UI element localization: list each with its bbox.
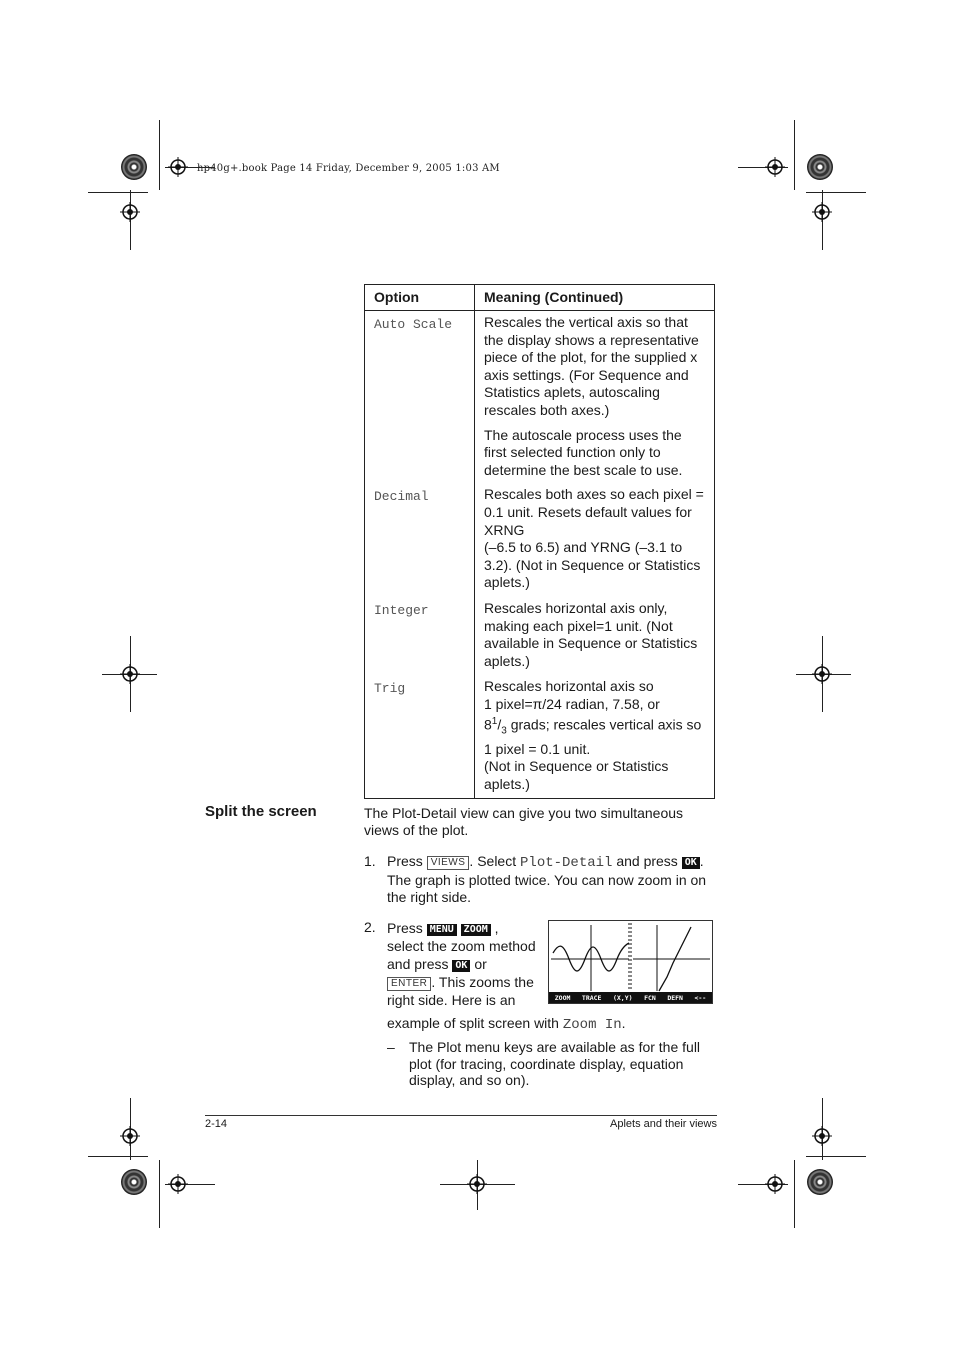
table-header-row	[365, 285, 715, 311]
calc-softkey: TRACE	[581, 993, 602, 1002]
registration-target-icon	[765, 157, 785, 177]
calc-softkey: DEFN	[667, 993, 683, 1002]
registration-target-icon	[168, 157, 188, 177]
split-screen-plot	[549, 921, 712, 1003]
calc-softkey: ZOOM	[554, 993, 571, 1002]
registration-target-icon	[467, 1174, 487, 1194]
section-heading: Split the screen	[205, 803, 317, 820]
column-header-meaning: Meaning (Continued)	[475, 285, 715, 311]
calc-softkey: FCN	[644, 993, 656, 1002]
ok-softkey: OK	[452, 960, 470, 972]
file-info-slug: hp40g+.book Page 14 Friday, December 9, 2005 1:03 AM	[197, 163, 500, 174]
table-row	[365, 311, 715, 480]
plot-detail-label: Plot-Detail	[520, 855, 613, 871]
dash-bullet: –	[387, 1039, 395, 1055]
table-row	[365, 592, 715, 670]
chapter-title: Aplets and their views	[610, 1118, 717, 1130]
zoom-softkey: ZOOM	[461, 924, 491, 936]
footer-rule	[205, 1115, 717, 1116]
registration-target-icon	[812, 664, 832, 684]
registration-disc-icon	[807, 1169, 833, 1195]
option-meaning: $8^1/_3$ grads; rescales vertical axis so	[484, 716, 702, 737]
calc-softkey: <--	[694, 993, 707, 1002]
option-meaning: (–6.5 to 6.5) and YRNG (–3.1 to 3.2). (Not in Sequence or Statistics aplets.)	[484, 539, 701, 591]
enter-key: ENTER	[387, 977, 431, 991]
ok-softkey: OK	[682, 857, 700, 869]
option-name: Auto Scale	[374, 317, 453, 332]
option-meaning: 1 pixel = 0.1 unit.	[484, 740, 591, 757]
step-number: 1.	[364, 853, 376, 869]
plot-menu-note: The Plot menu keys are available as for the full plot (for tracing, coordinate display, equation display, and so on).	[409, 1039, 701, 1088]
column-header-option: Option	[365, 285, 475, 311]
option-meaning: Rescales horizontal axis only, making each pixel=1 unit. (Not available in Sequence or Statistics aplets.)	[484, 599, 698, 669]
option-name: Integer	[374, 602, 429, 618]
step-1-detail: The graph is plotted twice. You can now zoom in on the right side.	[387, 872, 707, 905]
registration-target-icon	[120, 202, 140, 222]
registration-target-icon	[120, 664, 140, 684]
option-name: Trig	[374, 681, 406, 697]
registration-target-icon	[120, 1126, 140, 1146]
registration-disc-icon	[121, 1169, 147, 1195]
step-2: Press MENU ZOOM , select the zoom method and press OK or ENTER . This zooms the right side. Here is an	[387, 920, 536, 1008]
registration-target-icon	[812, 202, 832, 222]
table-row	[365, 479, 715, 592]
split-screen-illustration	[548, 920, 713, 1004]
option-meaning: 1 pixel=π/24 radian, 7.58, or	[484, 695, 660, 712]
table-row	[365, 670, 715, 799]
zoom-in-label: Zoom In	[562, 1017, 622, 1033]
registration-target-icon	[812, 1126, 832, 1146]
option-meaning: The autoscale process uses the first selected function only to determine the best scale to use.	[484, 426, 683, 478]
registration-target-icon	[168, 1174, 188, 1194]
registration-target-icon	[765, 1174, 785, 1194]
menu-softkey: MENU	[427, 924, 457, 936]
option-meaning: Rescales both axes so each pixel = 0.1 unit. Resets default values for XRNG	[484, 486, 704, 538]
views-key: VIEWS	[427, 856, 470, 870]
option-name: Decimal	[374, 489, 429, 505]
option-meaning: Rescales the vertical axis so that the display shows a representative piece of the plot, for the supplied x axis settings. (For Sequence and Statistics aplets, autoscaling rescales both axes.)	[484, 314, 699, 418]
registration-disc-icon	[807, 154, 833, 180]
zoom-options-table	[364, 284, 715, 799]
option-meaning: (Not in Sequence or Statistics aplets.)	[484, 758, 669, 792]
registration-disc-icon	[121, 154, 147, 180]
option-meaning: Rescales horizontal axis so	[484, 678, 654, 695]
step-2-example: example of split screen with Zoom In.	[387, 1015, 626, 1033]
step-1: Press VIEWS . Select Plot-Detail and press OK . The graph is plotted twice. You can now zoom in on the right side.	[387, 853, 707, 905]
calc-softkey: (X,Y)	[612, 993, 633, 1002]
section-intro: The Plot-Detail view can give you two simultaneous views of the plot.	[364, 805, 684, 838]
step-number: 2.	[364, 919, 376, 935]
calc-softkey-bar	[549, 992, 712, 1003]
page-number: 2-14	[205, 1118, 228, 1130]
